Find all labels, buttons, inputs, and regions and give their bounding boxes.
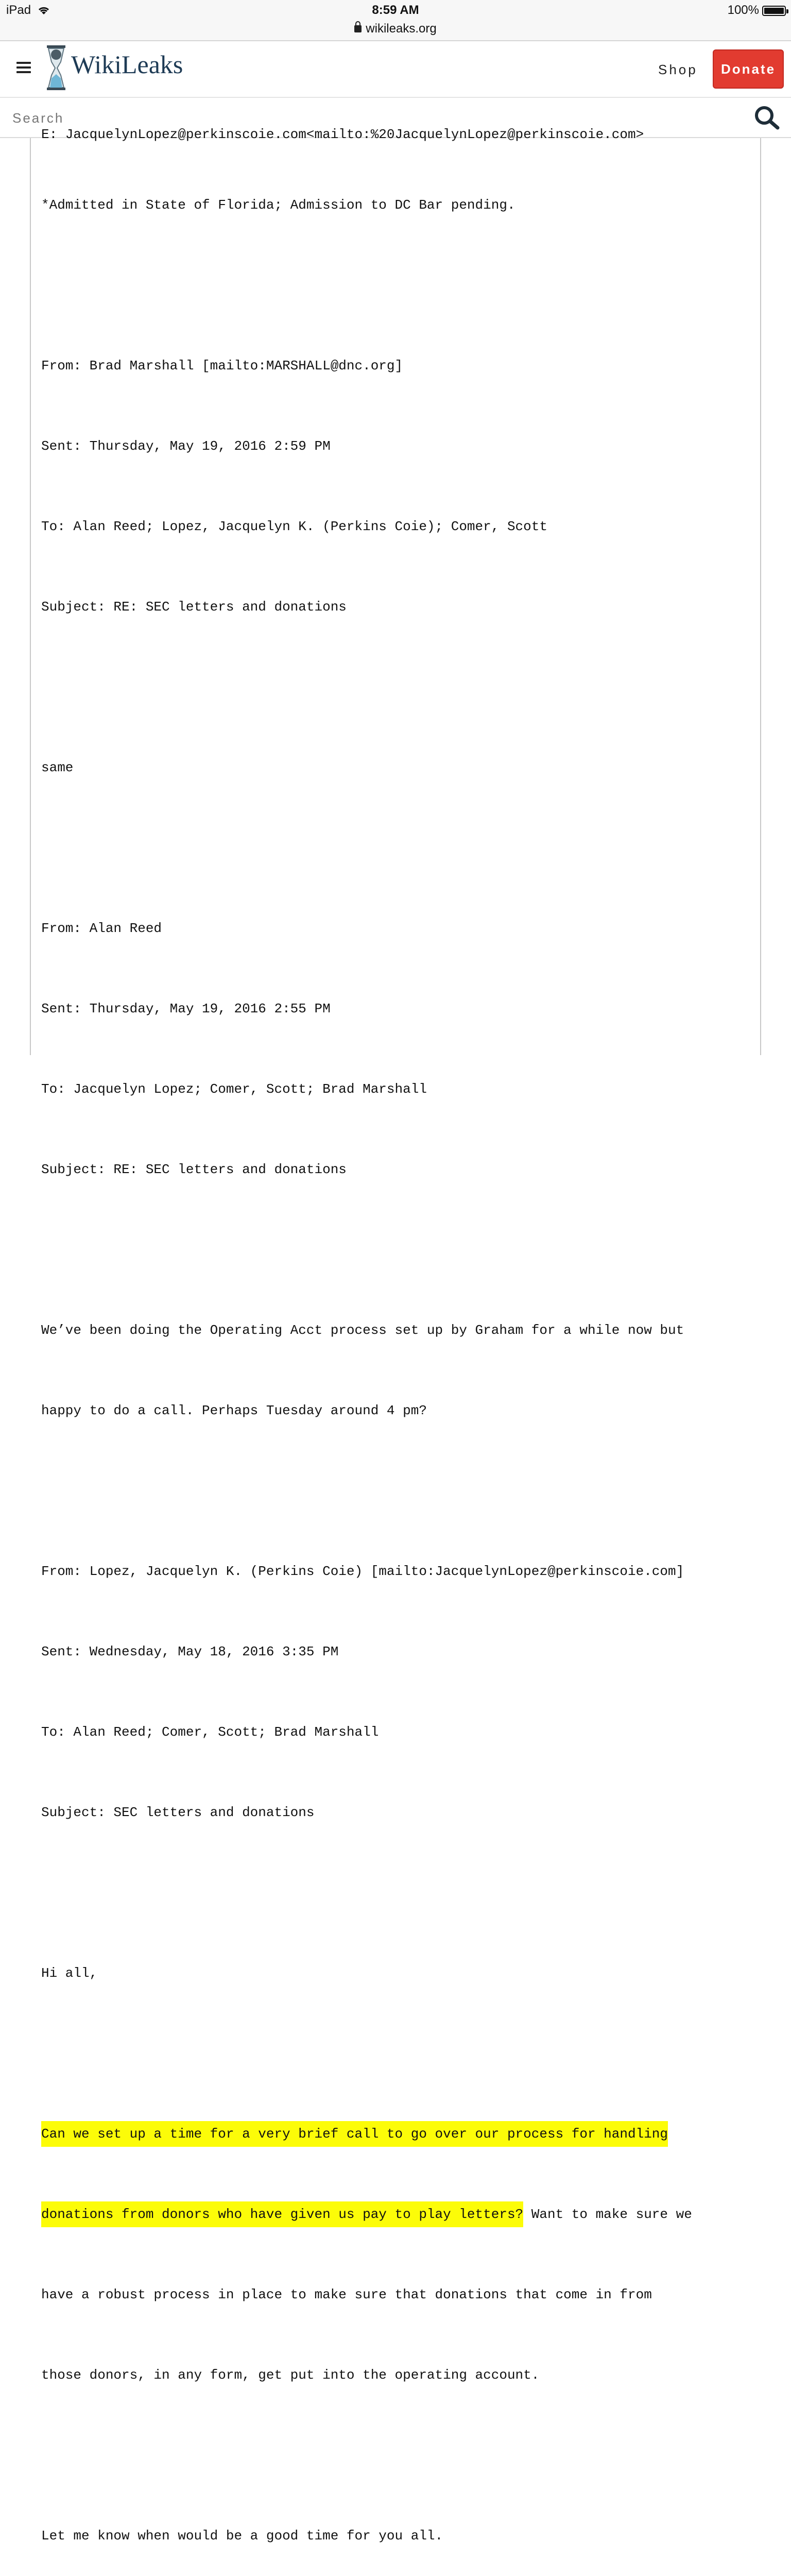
email-body-text: same xyxy=(41,760,74,775)
email-body-line xyxy=(41,2121,757,2147)
email-from: From: Brad Marshall [mailto:MARSHALL@dnc.org] xyxy=(41,358,403,374)
battery-percent: 100% xyxy=(727,3,759,17)
email-body-line xyxy=(41,2201,757,2228)
email-body-text: have a robust process in place to make sure that donations that come in from xyxy=(41,2287,652,2302)
battery-icon xyxy=(762,6,786,16)
email-body-text: those donors, in any form, get put into the operating account. xyxy=(41,2367,540,2383)
admission-note: *Admitted in State of Florida; Admission to DC Bar pending. xyxy=(41,197,515,213)
email-from: From: Lopez, Jacquelyn K. (Perkins Coie) [mailto:JacquelynLopez@perkinscoie.com] xyxy=(41,1564,684,1579)
email-to: To: Alan Reed; Comer, Scott; Brad Marshall xyxy=(41,1724,379,1740)
email-sent: Sent: Thursday, May 19, 2016 2:59 PM xyxy=(41,438,331,454)
email-line-clipped: E: JacquelynLopez@perkinscoie.com<mailto:%20JacquelynLopez@perkinscoie.com> xyxy=(41,127,644,142)
email-from: From: Alan Reed xyxy=(41,921,162,936)
email-content xyxy=(30,127,761,2544)
email-body-text: Let me know when would be a good time for you all. xyxy=(41,2528,443,2544)
address-bar[interactable] xyxy=(0,22,791,36)
email-sent: Sent: Wednesday, May 18, 2016 3:35 PM xyxy=(41,1644,339,1659)
lock-icon xyxy=(354,25,362,32)
search-icon[interactable] xyxy=(753,105,781,130)
url-text: wikileaks.org xyxy=(366,22,437,36)
email-to: To: Jacquelyn Lopez; Comer, Scott; Brad Marshall xyxy=(41,1081,427,1097)
email-body xyxy=(41,138,757,2576)
email-body-text: We’ve been doing the Operating Acct process set up by Graham for a while now but xyxy=(41,1323,684,1338)
highlighted-text: Can we set up a time for a very brief call to go over our process for handling xyxy=(41,2121,668,2147)
email-body-text: Want to make sure we xyxy=(523,2207,692,2222)
device-name: iPad xyxy=(6,3,31,17)
site-logo-text[interactable]: WikiLeaks xyxy=(71,50,183,79)
email-sent: Sent: Thursday, May 19, 2016 2:55 PM xyxy=(41,1001,331,1016)
highlighted-text: donations from donors who have given us pay to play letters? xyxy=(41,2201,523,2227)
email-body-text: happy to do a call. Perhaps Tuesday around 4 pm? xyxy=(41,1403,427,1418)
email-to: To: Alan Reed; Lopez, Jacquelyn K. (Perkins Coie); Comer, Scott xyxy=(41,519,547,534)
email-greeting: Hi all, xyxy=(41,1965,98,1981)
status-bar xyxy=(0,0,791,41)
email-subject: Subject: RE: SEC letters and donations xyxy=(41,599,347,615)
donate-button[interactable]: Donate xyxy=(713,49,784,89)
email-subject: Subject: RE: SEC letters and donations xyxy=(41,1162,347,1177)
clock: 8:59 AM xyxy=(372,3,419,17)
site-header xyxy=(0,41,791,98)
hourglass-logo-icon[interactable] xyxy=(45,44,67,92)
email-subject: Subject: SEC letters and donations xyxy=(41,1805,315,1820)
shop-link[interactable]: Shop xyxy=(658,62,698,77)
menu-icon[interactable] xyxy=(16,62,31,73)
